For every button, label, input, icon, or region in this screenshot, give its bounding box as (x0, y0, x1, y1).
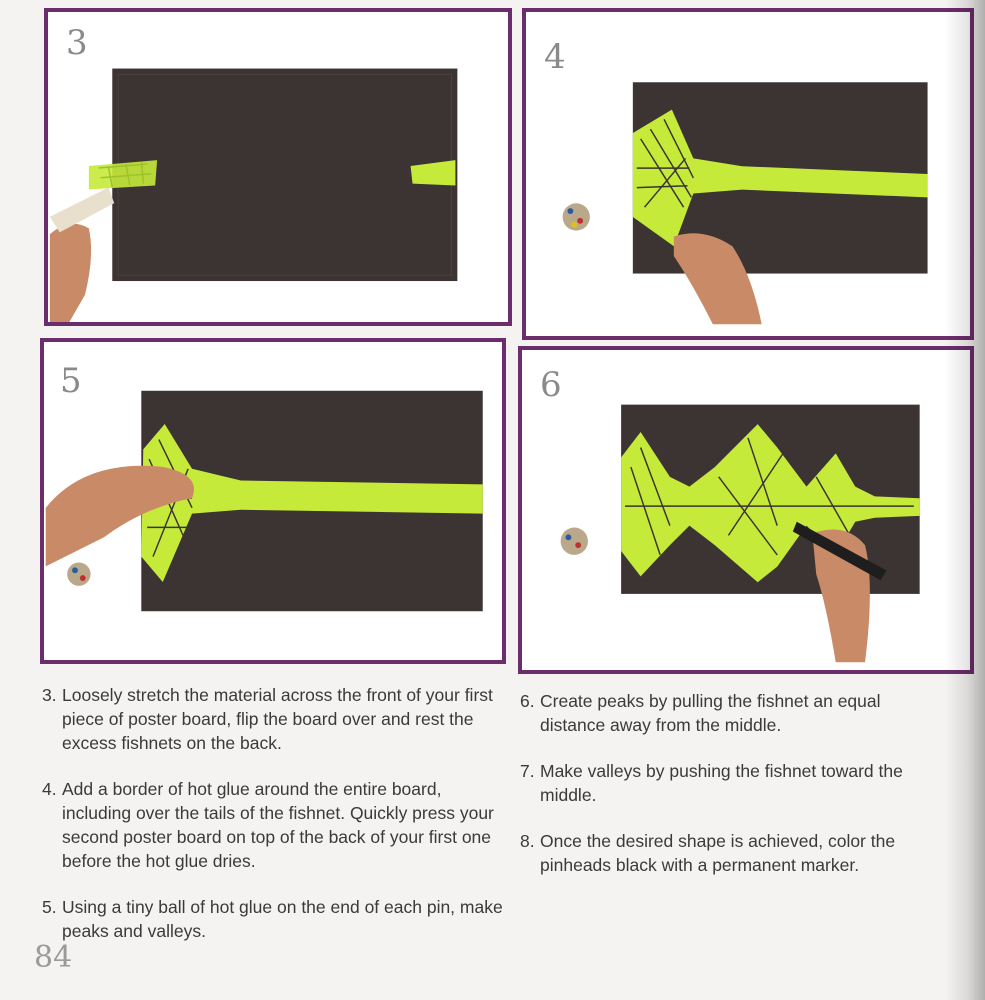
step-6-illustration (522, 350, 970, 670)
step-text: Add a border of hot glue around the entire board, including over the tails of the fishnet. Quickly press your second poster board on top of the back of your first one before the hot glue dries. (62, 779, 494, 871)
photo-step-5 (40, 338, 506, 664)
hand (50, 224, 91, 322)
step-number-label: 3 (66, 23, 88, 63)
step-4-illustration (526, 12, 970, 336)
step-3-illustration (48, 12, 508, 322)
pin-pile (67, 562, 90, 585)
step-number: 7. (520, 761, 535, 781)
step-number: 4. (42, 779, 57, 799)
pinhead (577, 218, 583, 224)
step-number-label: 4 (544, 37, 566, 77)
instructions-right-column (520, 689, 940, 899)
pinhead (571, 222, 577, 228)
step-item (42, 895, 504, 943)
step-text: Once the desired shape is achieved, color the pinheads black with a permanent marker. (540, 831, 896, 875)
step-number: 8. (520, 831, 535, 851)
step-number: 3. (42, 685, 57, 705)
step-text: Make valleys by pushing the fishnet toward the middle. (540, 761, 903, 805)
poster-board (112, 69, 457, 282)
photo-step-4 (522, 8, 974, 340)
step-number-label: 5 (60, 361, 82, 401)
step-text: Loosely stretch the material across the front of your first piece of poster board, flip the board over and rest the excess fishnets on the back. (62, 685, 493, 753)
pinhead (575, 542, 581, 548)
pinhead (80, 575, 86, 581)
step-number: 5. (42, 897, 57, 917)
step-item (520, 829, 940, 877)
page-number: 84 (34, 940, 73, 975)
step-number: 6. (520, 691, 535, 711)
photo-step-3 (44, 8, 512, 326)
pinhead (566, 534, 572, 540)
step-text: Using a tiny ball of hot glue on the end of each pin, make peaks and valleys. (62, 897, 503, 941)
step-item (42, 777, 504, 873)
step-item (520, 759, 940, 807)
photo-step-6 (518, 346, 974, 674)
instructions-left-column (42, 683, 504, 965)
pinhead (72, 567, 78, 573)
step-text: Create peaks by pulling the fishnet an equal distance away from the middle. (540, 691, 881, 735)
step-item (520, 689, 940, 737)
pin-pile (561, 528, 588, 555)
pinhead (567, 208, 573, 214)
step-number-label: 6 (540, 365, 562, 405)
step-item (42, 683, 504, 755)
step-5-illustration (44, 342, 502, 660)
